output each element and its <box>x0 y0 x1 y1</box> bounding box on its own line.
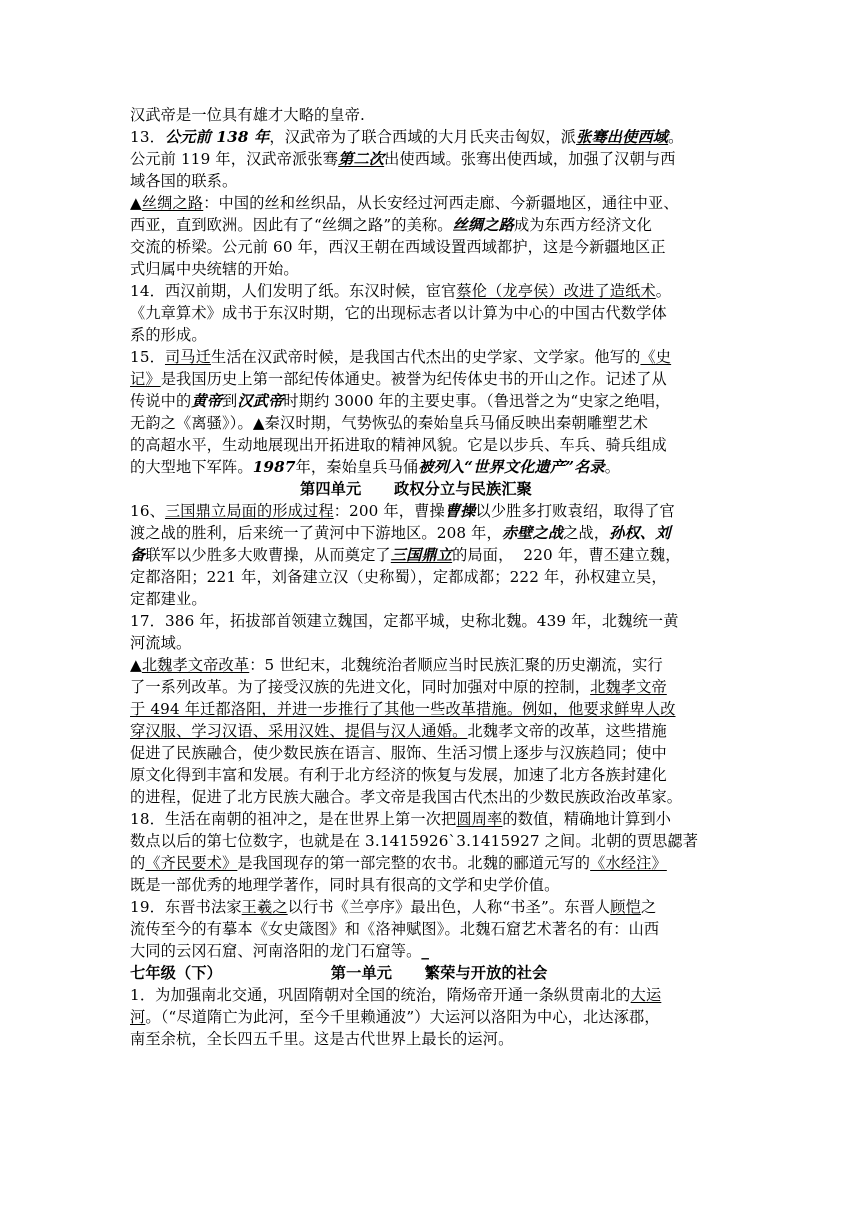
text-run <box>361 480 394 498</box>
text-run <box>392 964 425 982</box>
text-run: 传说中的 <box>130 392 192 410</box>
text-run: 渡之战的胜利，后来统一了黄河中下游地区。208 年， <box>130 524 502 542</box>
text-run: 之战， <box>563 524 610 542</box>
text-run: 的局面， 220 年，曹丕建立魏， <box>452 546 681 564</box>
text-run: 七年级（下） <box>130 964 223 982</box>
text-line <box>130 302 667 324</box>
text-run: 北魏孝文帝的改革，这些措施 <box>467 722 667 740</box>
text-run: 19．东晋书法家 <box>130 898 242 916</box>
text-run: 记》 <box>130 370 161 388</box>
text-run: 1987 <box>252 458 296 476</box>
text-line <box>130 940 429 962</box>
text-run: 14．西汉前期，人们发明了纸。东汉时候，宦官 <box>130 282 457 300</box>
text-run: 第四单元 <box>300 480 362 498</box>
text-run: 的进程，促进了北方民族大融合。孝文帝是我国古代杰出的少数民族政治改革家。 <box>130 788 683 806</box>
text-line <box>130 610 679 632</box>
text-line <box>130 896 656 918</box>
text-run: 曹操 <box>444 502 476 520</box>
text-run: 蔡伦（龙亭侯）改进了造纸术 <box>456 282 656 300</box>
text-run: 联军以少胜多大败曹操，从而奠定了 <box>145 546 391 564</box>
text-line <box>130 500 675 522</box>
text-run: 三国鼎立局面的形成过程 <box>164 502 334 520</box>
text-line <box>130 170 237 192</box>
section-heading <box>300 478 532 500</box>
text-run: 河 <box>130 1008 146 1026</box>
text-run: 之 <box>640 898 657 916</box>
text-run: 的数值，精确地计算到小 <box>502 810 672 828</box>
text-run: 《史 <box>640 348 672 366</box>
text-line <box>130 874 559 896</box>
text-run: 孙权、刘 <box>609 524 671 542</box>
text-run: ▲ <box>130 194 142 212</box>
text-run: 《水经注》 <box>590 854 667 872</box>
text-run: 16、 <box>130 502 165 520</box>
text-run: 1．为加强南北交通，巩固隋朝对全国的统治，隋炀帝开通一条纵贯南北的 <box>130 986 631 1004</box>
text-run: 汉武帝是一位具有雄才大略的皇帝. <box>130 106 366 124</box>
text-line <box>130 918 659 940</box>
text-run: 。 <box>604 458 621 476</box>
text-line <box>130 434 667 456</box>
text-run: 17．386 年，拓拔部首领建立魏国，定都平城，史称北魏。439 年，北魏统一黄 <box>130 612 679 630</box>
text-run: 南至余杭，全长四五千里。这是古代世界上最长的运河。 <box>130 1030 514 1048</box>
text-line <box>130 214 652 236</box>
text-run: 年，秦始皇兵马俑 <box>295 458 419 476</box>
text-run: 圆周率 <box>456 810 503 828</box>
text-run: 北魏孝文帝改革 <box>141 656 250 674</box>
text-line <box>130 236 666 258</box>
text-line <box>130 808 671 830</box>
text-run: 大运 <box>630 986 662 1004</box>
text-line <box>130 346 671 368</box>
text-run: 到 <box>222 392 238 410</box>
text-run: 汉武帝 <box>237 392 284 410</box>
text-run: 的 <box>130 854 146 872</box>
text-run: 流传至今的有摹本《女史箴图》和《洛神赋图》。北魏石窟艺术著名的有：山西 <box>130 920 660 938</box>
text-line <box>130 522 671 544</box>
text-run: 西亚，直到欧洲。因此有了“丝绸之路”的美称。 <box>130 216 453 234</box>
text-run: 于 494 年迁都洛阳，并进一步推行了其他一些改革措施。例如，他要求鲜卑人改 <box>130 700 676 718</box>
text-run: 成为东西方经济文化 <box>513 216 652 234</box>
text-line <box>130 632 191 654</box>
text-line <box>130 412 648 434</box>
text-run: 式归属中央统辖的开始。 <box>130 260 299 278</box>
text-line <box>130 126 683 148</box>
text-run: 定都洛阳；221 年，刘备建立汉（史称蜀），定都成都；222 年，孙权建立吴， <box>130 568 667 586</box>
text-run: 的高超水平，生动地展现出开拓进取的精神风貌。它是以步兵、车兵、骑兵组成 <box>130 436 667 454</box>
text-run: 顾恺 <box>610 898 641 916</box>
text-run: 是我国历史上第一部纪传体通史。被誉为纪传体史书的开山之作。记述了从 <box>160 370 667 388</box>
text-line <box>130 104 365 126</box>
text-run: 既是一部优秀的地理学著作，同时具有很高的文学和史学价值。 <box>130 876 560 894</box>
text-run: 。 <box>655 282 672 300</box>
text-run: 数点以后的第七位数字，也就是在 3.1415926`3.1415927 之间。北朝的贾思勰著 <box>130 832 699 850</box>
text-run: _ <box>421 942 430 960</box>
text-run: 《九章算术》成书于东汉时期，它的出现标志者以计算为中心的中国古代数学体 <box>130 304 667 322</box>
text-run: 时期约 3000 年的主要史事。（鲁迅誉之为“史家之绝唱， <box>283 392 671 410</box>
text-run: 促进了民族融合，使少数民族在语言、服饰、生活习惯上逐步与汉族趋同；使中 <box>130 744 667 762</box>
text-run: 域各国的联系。 <box>130 172 238 190</box>
text-run: 王羲之 <box>241 898 288 916</box>
text-line <box>130 852 667 874</box>
text-line <box>130 676 667 698</box>
text-run: 大同的云冈石窟、河南洛阳的龙门石窟等。 <box>130 942 422 960</box>
text-run: 张骞出使西域 <box>576 128 669 146</box>
text-run: 第二次 <box>338 150 385 168</box>
text-line <box>130 192 679 214</box>
text-line <box>130 984 661 1006</box>
text-line <box>130 588 207 610</box>
text-run: 赤壁之战 <box>501 524 564 542</box>
text-run: 的大型地下军阵。 <box>130 458 253 476</box>
text-run: ：中国的丝和丝织品，从长安经过河西走廊、今新疆地区，通往中亚、 <box>203 194 679 212</box>
text-run: 无韵之《离骚》）。▲秦汉时期，气势恢弘的秦始皇兵马俑反映出秦朝雕塑艺术 <box>130 414 649 432</box>
text-run: 出使西域。张骞出使西域，加强了汉朝与西 <box>384 150 676 168</box>
text-run: 定都建业。 <box>130 590 207 608</box>
text-run: 15． <box>130 348 165 366</box>
text-run: 生活在汉武帝时候，是我国古代杰出的史学家、文学家。他写的 <box>210 348 641 366</box>
text-line <box>130 654 663 676</box>
text-run: ▲ <box>130 656 142 674</box>
text-run: 公元前 119 年，汉武帝派张骞 <box>130 150 339 168</box>
text-run: 是我国现存的第一部完整的农书。北魏的郦道元写的 <box>237 854 591 872</box>
text-run: ：5 世纪末，北魏统治者顺应当时民族汇聚的历史潮流，实行 <box>249 656 663 674</box>
text-run: ：200 年，曹操 <box>333 502 445 520</box>
text-line <box>130 764 667 786</box>
text-run <box>222 964 331 982</box>
text-line <box>130 390 670 412</box>
text-run: 了一系列改革。为了接受汉族的先进文化，同时加强对中原的控制， <box>130 678 591 696</box>
text-line <box>130 742 667 764</box>
text-run: 交流的桥梁。公元前 60 年，西汉王朝在西域设置西域都护，这是今新疆地区正 <box>130 238 666 256</box>
text-line <box>130 1028 513 1050</box>
text-run: 系的形成。 <box>130 326 207 344</box>
text-run: 丝绸之路 <box>452 216 514 234</box>
text-run: 穿汉服、学习汉语、采用汉姓、提倡与汉人通婚。 <box>130 722 468 740</box>
text-line <box>130 280 671 302</box>
section-heading <box>130 962 547 984</box>
text-line <box>130 1006 660 1028</box>
text-line <box>130 830 698 852</box>
text-run: 《齐民要术》 <box>145 854 238 872</box>
text-line <box>130 786 682 808</box>
text-run: 备 <box>130 546 146 564</box>
text-run: 。（“尽道隋亡为此河，至今千里赖通波”）大运河以洛阳为中心，北达涿郡， <box>145 1008 660 1026</box>
text-run: 三国鼎立 <box>390 546 453 564</box>
text-run: 以行书《兰亭序》最出色，人称“书圣”。东晋人 <box>287 898 611 916</box>
text-line <box>130 258 299 280</box>
text-run: 繁荣与开放的社会 <box>424 964 548 982</box>
text-run: 丝绸之路 <box>141 194 204 212</box>
text-line <box>130 544 681 566</box>
text-run: 河流域。 <box>130 634 192 652</box>
text-line <box>130 698 676 720</box>
text-run: 18．生活在南朝的祖冲之，是在世界上第一次把 <box>130 810 457 828</box>
text-run: 原文化得到丰富和发展。有利于北方经济的恢复与发展，加速了北方各族封建化 <box>130 766 667 784</box>
text-run: 公元前 138 年 <box>164 128 270 146</box>
text-line <box>130 324 207 346</box>
text-line <box>130 456 620 478</box>
text-run: 以少胜多打败袁绍，取得了官 <box>475 502 675 520</box>
text-line <box>130 566 667 588</box>
text-line <box>130 720 667 742</box>
text-run: 。 <box>668 128 684 146</box>
text-run: 政权分立与民族汇聚 <box>393 480 533 498</box>
text-run: ，汉武帝为了联合西域的大月氏夹击匈奴，派 <box>269 128 577 146</box>
text-line <box>130 368 667 390</box>
text-run: 被列入“世界文化遗产”名录 <box>418 458 605 476</box>
text-run: 北魏孝文帝 <box>590 678 667 696</box>
text-run: 13． <box>130 128 165 146</box>
text-run: 黄帝 <box>191 392 223 410</box>
text-line <box>130 148 676 170</box>
text-run: 司马迁 <box>164 348 211 366</box>
text-run: 第一单元 <box>330 964 393 982</box>
